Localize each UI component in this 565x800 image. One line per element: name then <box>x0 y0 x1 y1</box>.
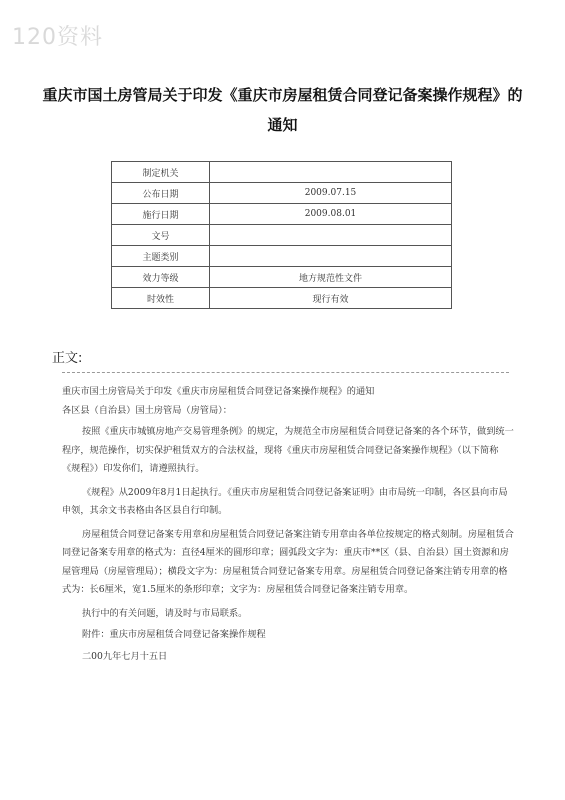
table-row <box>112 225 452 246</box>
document-body <box>62 383 514 666</box>
meta-label: 时效性 <box>112 288 210 309</box>
meta-label: 施行日期 <box>112 204 210 225</box>
table-row <box>112 267 452 288</box>
meta-label: 制定机关 <box>112 162 210 183</box>
table-row <box>112 162 452 183</box>
paragraph: 执行中的有关问题，请及时与市局联系。 <box>82 607 248 619</box>
meta-value: 现行有效 <box>210 288 452 309</box>
doc-title-line: 重庆市国土房管局关于印发《重庆市房屋租赁合同登记备案操作规程》的通知 <box>62 386 375 397</box>
meta-value: 2009.08.01 <box>210 204 452 225</box>
meta-value <box>210 246 452 267</box>
attachment-line: 附件：重庆市房屋租赁合同登记备案操作规程 <box>82 629 266 640</box>
section-label: 正文: <box>52 351 83 366</box>
meta-value: 地方规范性文件 <box>210 267 452 288</box>
meta-value <box>210 225 452 246</box>
metadata-table <box>111 161 452 309</box>
meta-label: 公布日期 <box>112 183 210 204</box>
table-row <box>112 183 452 204</box>
meta-label: 文号 <box>112 225 210 246</box>
page-title: 重庆市国土房管局关于印发《重庆市房屋租赁合同登记备案操作规程》的通知 <box>42 86 523 134</box>
paragraph: 房屋租赁合同登记备案专用章和房屋租赁合同登记备案注销专用章由各单位按规定的格式刻制。房屋租赁合同登记备案专用章的格式为：直径4厘米的圆形印章；圆弧段文字为：重庆市**区（县、自治县）国土资源和房屋管理局（房屋管理局）；横段文字为：房屋租赁合同登记备案专用章。房屋租赁合同登记备案注销专用章的格式为：长6厘米，宽1.5厘米的条形印章；文字为：房屋租赁合同登记备案注销专用章。 <box>62 528 514 595</box>
meta-value: 2009.07.15 <box>210 183 452 204</box>
table-row <box>112 204 452 225</box>
table-row <box>112 246 452 267</box>
date-line: 二00九年七月十五日 <box>82 650 168 662</box>
meta-label: 效力等级 <box>112 267 210 288</box>
paragraph: 按照《重庆市城镇房地产交易管理条例》的规定，为规范全市房屋租赁合同登记备案的各个环节，做到统一程序，规范操作，切实保护租赁双方的合法权益，现将《重庆市房屋租赁合同登记备案操作规程》（以下简称《规程》）印发你们，请遵照执行。 <box>62 426 514 474</box>
table-row <box>112 288 452 309</box>
paragraph: 《规程》从2009年8月1日起执行。《重庆市房屋租赁合同登记备案证明》由市局统一印制，各区县向市局申领，其余文书表格由各区县自行印制。 <box>62 486 508 516</box>
meta-value <box>210 162 452 183</box>
addressee: 各区县（自治县）国土房管局（房管局）： <box>62 404 232 416</box>
divider <box>62 372 509 373</box>
watermark: 120资料 <box>12 25 103 50</box>
meta-label: 主题类别 <box>112 246 210 267</box>
